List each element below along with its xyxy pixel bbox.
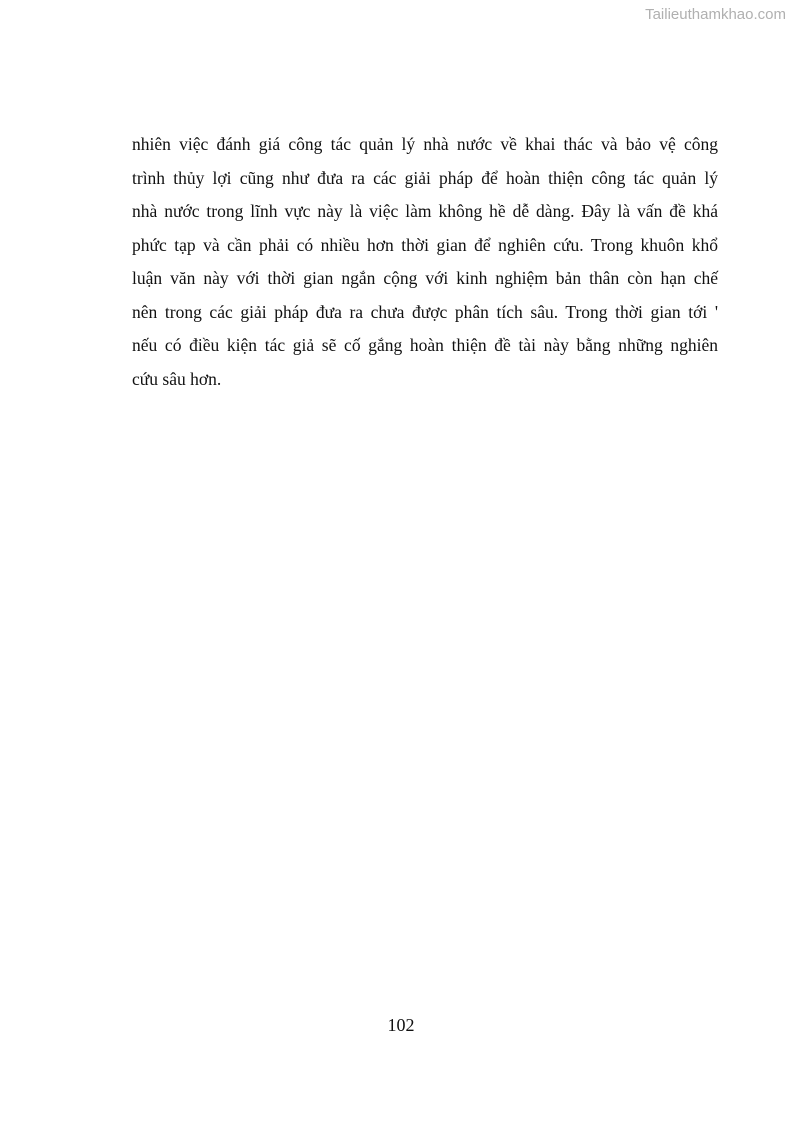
paragraph-line: cứu sâu hơn. — [132, 368, 222, 389]
paragraph-line: phức tạp và cần phải có nhiều hơn thời gian để nghiên cứu. Trong khuôn khổ — [132, 234, 718, 255]
body-paragraph — [132, 130, 718, 398]
page-number: 102 — [387, 1015, 415, 1035]
paragraph-line: nhiên việc đánh giá công tác quản lý nhà nước về khai thác và bảo vệ công — [132, 134, 718, 154]
watermark: Tailieuthamkhao.com — [645, 6, 786, 23]
paragraph-line: nên trong các giải pháp đưa ra chưa được phân tích sâu. Trong thời gian tới ' — [132, 301, 718, 322]
paragraph-line: luận văn này với thời gian ngắn cộng với kinh nghiệm bản thân còn hạn chế — [132, 268, 718, 288]
paragraph-line: trình thủy lợi cũng như đưa ra các giải pháp để hoàn thiện công tác quản lý — [132, 167, 718, 188]
paragraph-line: nếu có điều kiện tác giả sẽ cố gắng hoàn thiện đề tài này bằng những nghiên — [132, 335, 718, 355]
paragraph-line: nhà nước trong lĩnh vực này là việc làm không hề dễ dàng. Đây là vấn đề khá — [132, 201, 718, 221]
